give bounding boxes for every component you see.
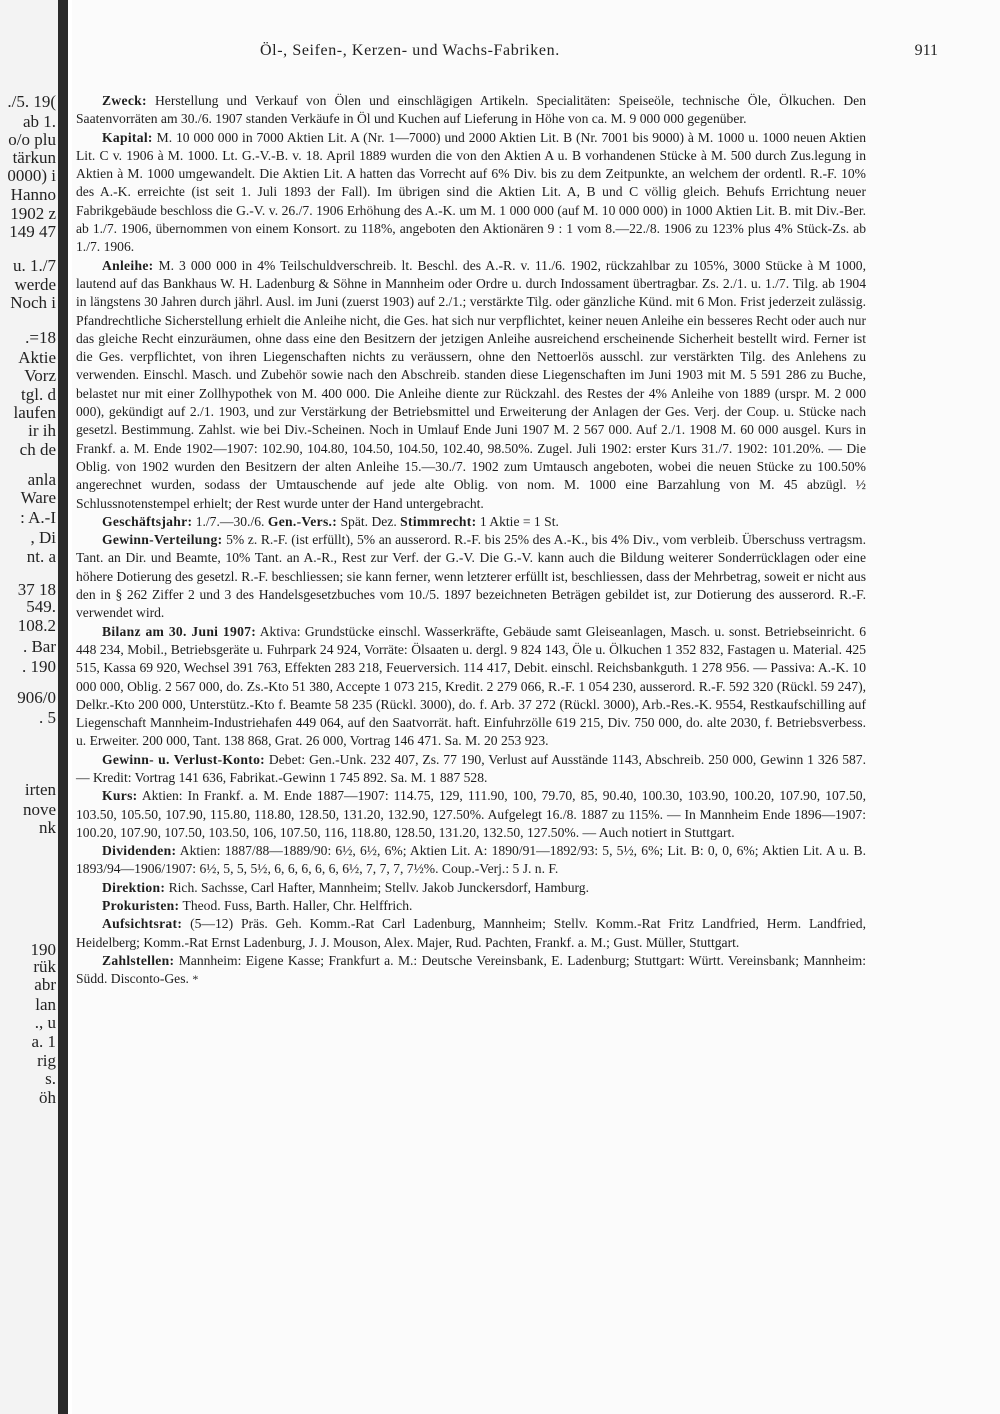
margin-fragment: . 5 bbox=[39, 708, 56, 727]
margin-fragment: 37 18 bbox=[17, 580, 56, 599]
text-zahlstellen: Mannheim: Eigene Kasse; Frankfurt a. M.: Deutsche Vereinsbank, E. Ladenburg; Stuttgart: Württ. Vereinsbank; Mannheim: Südd. Disconto-Ges. bbox=[76, 952, 866, 987]
margin-fragment: Hanno bbox=[10, 185, 56, 204]
margin-fragment: lan bbox=[35, 995, 56, 1014]
text-anleihe: M. 3 000 000 in 4% Teilschuldverschreib. lt. Beschl. des A.-R. v. 11./6. 1902, rückzahlbar zu 105%, 3000 Stücke à M 1000, lautend auf das Bankhaus W. H. Ladenburg & Söhne in Mannheim oder Ordre u. durch Indossament übertragbar. Zs. 2./1. u. 1./7. Tilg. ab 1904 in längstens 30 Jahren durch jährl. Ausl. im Juni (zuerst 1903) auf 2./1.; verstärkte Tilg. oder gänzliche Künd. mit 6 Mon. Frist jederzeit zulässig. Pfandrechtliche Sicherstellung erhielt die Anleihe nicht, die Ges. hat sich nur verpflichtet, keiner neuen Anleihe ein besseres Recht oder auch nur das gleiche Recht einzuräumen, ohne dass eine den Besitzern der jetzigen Anleihe ausreichend erscheinende Sicherheit bestellt wird. Ferner ist die Ges. verpflichtet, von ihren Liegenschaften nichts zu veräussern, ohne den Nettoerlös ausschl. zur verstärkten Tilg. des Anlehens zu verwenden. Einschl. Masch. und Zubehör sowie nach den Abschreib. standen diese Liegenschaften im Juni 1903 mit M. 5 591 286 zu Buche, belastet nur mit einer Zollhypothek von M. 400 000. Die Anleihe diente zur Rückzahl. des Restes der 4% Anleihe von 1889 (urspr. M. 2 000 000), gekündigt auf 2./1. 1903, und zur Verstärkung der Betriebsmittel und Erweiterung der Anlagen der Ges. Verj. der Coup. u. Stücke nach gesetzl. Bestimmung. Zahlst. wie bei Div.-Scheinen. Noch in Umlauf Ende Juni 1907 M. 2 567 000. Auf 2./1. 1908 M. 60 000 ausgel. Kurs in Frankf. a. M. Ende 1902—1907: 102.90, 104.80, 104.50, 104.50, 102.40, 98.50%. Zugel. Juli 1902: erster Kurs 31./7. 1902: 101.20%. — Die Oblig. von 1902 wurden den Besitzern der alten Anleihe 15.—30./7. 1902 zum Umtausch angeboten, wobei die neuen Stücke zu 100.50% angerechnet wurden, sodass der Umtauschende auf jede alte Oblig. von nom. M. 1000 eine Barzahlung von M. 45 abzügl. ½ Schlussnotenstempel erhielt; der Rest wurde unter der Hand untergebracht. bbox=[76, 257, 866, 511]
entry-anleihe bbox=[76, 257, 866, 513]
text-stimmrecht: 1 Aktie = 1 St. bbox=[479, 513, 559, 529]
entry-gewinn-verteilung bbox=[76, 531, 866, 622]
label-dividenden: Dividenden: bbox=[102, 843, 177, 859]
text-geschaeftsjahr: 1./7.—30./6. bbox=[195, 513, 265, 529]
label-gewinn-verlust: Gewinn- u. Verlust-Konto: bbox=[102, 751, 265, 767]
margin-fragment: Noch i bbox=[10, 293, 56, 312]
margin-fragment: 906/0 bbox=[17, 688, 56, 707]
text-gewinn-verteilung: 5% z. R.-F. (ist erfüllt), 5% an ausserord. R.-F. bis 25% des A.-K., bis 4% Div., vom verbleib. Überschuss vertragsm. Tant. an Dir. und Beamte, 10% Tant. an A.-R., Rest zur Verf. der G.-V. Die G.-V. kann auch die Bildung weiterer Sonderrücklagen oder eine höhere Dotierung des gesetzl. R.-F. beschliessen; sie kann ferner, wenn letzterer erfüllt ist, beschliessen, dass der Mehrbetrag, soweit er nicht aus den in § 262 Ziffer 2 und 3 des Handelsgesetzbuches vom 10./5. 1897 bezeichneten Beträgen gebildet ist, zur Dotierung des ausserord. R.-F. verwendet wird. bbox=[76, 532, 867, 621]
text-direktion: Rich. Sachsse, Carl Hafter, Mannheim; Stellv. Jakob Junckersdorf, Hamburg. bbox=[168, 879, 589, 895]
margin-fragment: 549. bbox=[26, 597, 56, 616]
text-gen-vers: Spät. Dez. bbox=[340, 513, 397, 529]
margin-fragment: : A.-I bbox=[20, 508, 56, 527]
previous-page-fragment bbox=[0, 0, 58, 1414]
margin-fragment: tärkun bbox=[12, 148, 56, 167]
margin-fragment: s. bbox=[45, 1069, 56, 1088]
margin-fragment: abr bbox=[34, 975, 56, 994]
margin-fragment: ir ih bbox=[28, 421, 56, 440]
margin-fragment: Vorz bbox=[24, 366, 56, 385]
label-prokuristen: Prokuristen: bbox=[102, 898, 180, 914]
label-gewinn-verteilung: Gewinn-Verteilung: bbox=[102, 532, 223, 548]
margin-fragment: 149 47 bbox=[9, 222, 56, 241]
entry-geschaeftsjahr bbox=[76, 513, 866, 531]
margin-fragment: nove bbox=[22, 800, 56, 819]
margin-fragment: . Bar bbox=[22, 637, 56, 656]
label-geschaeftsjahr: Geschäftsjahr: bbox=[102, 513, 193, 529]
label-bilanz: Bilanz am 30. Juni 1907: bbox=[102, 623, 257, 639]
text-kapital: M. 10 000 000 in 7000 Aktien Lit. A (Nr. 1—7000) und 2000 Aktien Lit. B (Nr. 7001 bis 9000) à M. 1000 u. 1000 neuen Aktien Lit. C v. 1906 à M. 1000. Lt. G.-V.-B. v. 18. April 1889 wurden die von den Aktien A u. B vorhandenen Stücke à M. 500 durch Zus.legung in Aktien à M. 1000 umgewandelt. Die Aktien Lit. A hatten das Vorrecht auf 6% Div. bis zu dem Zeitpunkte, an welchem der ordentl. R.-F. 10% des A.-K. erreichte (ist seit 1. Juli 1893 der Fall). Im übrigen sind die Aktien Lit. A, B und C völlig gleich. Behufs Errichtung neuer Fabrikgebäude beschloss die G.-V. v. 26./7. 1906 Erhöhung des A.-K. um M. 1 000 000 (auf M. 10 000 000) in 1000 Aktien Lit. B. mit Div.-Ber. ab 1./7. 1906, übernommen von einem Konsort. zu 118%, angeboten den Aktionären 9 : 1 vom 8.—22./8. 1906 zu 123% plus 4% Stück-Zs. ab 1./7. 1906. bbox=[76, 129, 866, 255]
entry-kapital bbox=[76, 129, 866, 257]
margin-fragment: 1902 z bbox=[10, 204, 56, 223]
margin-fragment: 108.2 bbox=[17, 616, 56, 635]
margin-fragment: nt. a bbox=[26, 547, 56, 566]
entry-direktion bbox=[76, 879, 866, 897]
running-head: Öl-, Seifen-, Kerzen- und Wachs-Fabriken. bbox=[260, 42, 560, 59]
entry-aufsichtsrat bbox=[76, 915, 866, 952]
page-header bbox=[72, 42, 1000, 66]
margin-fragment: öh bbox=[39, 1088, 56, 1107]
label-aufsichtsrat: Aufsichtsrat: bbox=[102, 916, 183, 932]
entry-prokuristen bbox=[76, 897, 866, 915]
margin-fragment: ./5. 19( bbox=[7, 92, 56, 111]
margin-fragment: .=18 bbox=[25, 328, 56, 347]
margin-fragment: Aktie bbox=[18, 348, 56, 367]
label-kurs: Kurs: bbox=[102, 788, 138, 804]
label-kapital: Kapital: bbox=[102, 129, 153, 145]
margin-fragment: nk bbox=[39, 818, 56, 837]
margin-fragment: ab 1. bbox=[22, 112, 56, 131]
margin-fragment: Ware bbox=[20, 488, 56, 507]
label-zahlstellen: Zahlstellen: bbox=[102, 952, 175, 968]
margin-fragment: . 190 bbox=[22, 657, 56, 676]
entry-dividenden bbox=[76, 842, 866, 879]
label-zweck: Zweck: bbox=[102, 93, 147, 108]
company-entry bbox=[76, 92, 866, 989]
label-direktion: Direktion: bbox=[102, 879, 166, 895]
entry-zweck bbox=[76, 92, 866, 129]
entry-kurs bbox=[76, 787, 866, 842]
text-gewinn-verlust: Debet: Gen.-Unk. 232 407, Zs. 77 190, Verlust auf Ausstände 1143, Abschreib. 250 000, Gewinn 1 326 587. — Kredit: Vortrag 141 636, Fabrikat.-Gewinn 1 745 892. Sa. M. 1 887 528. bbox=[76, 751, 866, 785]
margin-fragment: ., u bbox=[34, 1013, 56, 1032]
footnote-mark: * bbox=[192, 972, 199, 987]
document-page bbox=[72, 0, 1000, 1414]
text-bilanz: Aktiva: Grundstücke einschl. Wasserkräfte, Gebäude samt Gleiseanlagen, Masch. u. sonst. Betriebseinricht. 6 448 234, Mobil., Betriebsgeräte u. Fuhrpark 24 924, Vorräte: Ölsaaten u. dergl. 9 824 143, Öle u. Ölkuchen 1 352 832, Fastagen u. Material. 425 515, Kassa 69 920, Wechsel 391 763, Effekten 283 218, Feuerversich. 114 417, Debit. einschl. Reichsbankguth. 1 278 956. — Passiva: A.-K. 10 000 000, Oblig. 2 567 000, do. Zs.-Kto 51 380, Accepte 1 073 215, Kredit. 2 279 066, R.-F. 1 054 230, ausserord. R.-F. 592 320 (Rückl. 59 247), Delkr.-Kto 200 000, Unterstütz.-Kto f. Beamte 58 235 (Rückl. 3000), do. f. Arb. 37 272 (Rückl. 3000), Arb.-Res.-K. 9554, Restkaufschilling auf Liegenschaft Mannheim-Industriehafen 449 064, auf den Saatvorrät. haft. Einfuhrzölle 619 215, Div. 750 000, do. alte 2030, f. Betriebsverbess. u. Erweiter. 200 000, Tant. 138 868, Grat. 26 000, Vortrag 146 471. Sa. M. 20 253 923. bbox=[76, 623, 867, 749]
margin-fragment: tgl. d bbox=[21, 385, 56, 404]
margin-fragment: , Di bbox=[30, 528, 56, 547]
margin-fragment: 190 bbox=[30, 940, 56, 959]
margin-fragment: o/o plu bbox=[8, 130, 56, 149]
margin-fragment: rig bbox=[37, 1051, 56, 1070]
entry-bilanz bbox=[76, 623, 866, 751]
margin-fragment: irten bbox=[24, 780, 56, 799]
margin-fragment: u. 1./7 bbox=[13, 256, 56, 275]
margin-fragment: a. 1 bbox=[31, 1032, 56, 1051]
margin-fragment: rük bbox=[33, 957, 56, 976]
label-stimmrecht: Stimmrecht: bbox=[400, 513, 477, 529]
entry-gewinn-verlust bbox=[76, 751, 866, 788]
text-zweck: Herstellung und Verkauf von Ölen und einschlägigen Artikeln. Specialitäten: Speiseöle, technische Öle, Ölkuchen. Den Saatenvorräten am 30./6. 1907 standen Verkäufe in Öl und Kuchen auf Lieferung in Höhe von ca. M. 9 000 000 gegenüber. bbox=[76, 93, 866, 127]
text-dividenden: Aktien: 1887/88—1889/90: 6½, 6½, 6%; Aktien Lit. A: 1890/91—1892/93: 5, 5½, 6%; Lit. B: 0, 0, 6%; Aktien Lit. A u. B. 1893/94—1906/1907: 6½, 5, 5, 5½, 6, 6, 6, 6, 6, 6½, 7, 7, 7, 7½%. Coup.-Verj.: 5 J. n. F. bbox=[76, 843, 866, 877]
text-aufsichtsrat: (5—12) Präs. Geh. Komm.-Rat Carl Ladenburg, Mannheim; Stellv. Komm.-Rat Fritz Landfried, Herm. Landfried, Heidelberg; Komm.-Rat Ernst Ladenburg, J. J. Mouson, Alex. Majer, Rud. Pachten, Frankf. a. M.; Gust. Müller, Stuttgart. bbox=[76, 916, 866, 950]
margin-fragment: laufen bbox=[13, 403, 56, 422]
text-prokuristen: Theod. Fuss, Barth. Haller, Chr. Helffrich. bbox=[182, 898, 413, 914]
margin-fragment: ch de bbox=[19, 440, 56, 459]
text-kurs: Aktien: In Frankf. a. M. Ende 1887—1907: 114.75, 129, 111.90, 100, 79.70, 85, 90.40, 100.30, 103.90, 100.20, 107.90, 107.50, 103.50, 105.50, 107.90, 115.80, 118.80, 128.50, 131.20, 132.90, 127.50%. Aufgelegt 16./8. 1887 zu 115%. — In Mannheim Ende 1896—1907: 100.20, 107.90, 107.50, 103.50, 106, 107.50, 116, 118.80, 128.50, 131.20, 132.50, 127.50%. — Auch notiert in Stuttgart. bbox=[76, 788, 866, 840]
label-gen-vers: Gen.-Vers.: bbox=[267, 513, 338, 529]
margin-fragment: 0000) i bbox=[7, 166, 56, 185]
label-anleihe: Anleihe: bbox=[102, 257, 154, 273]
margin-fragment: werde bbox=[14, 275, 56, 294]
margin-fragment: anla bbox=[27, 470, 56, 489]
entry-zahlstellen bbox=[76, 952, 866, 989]
page-number: 911 bbox=[914, 42, 938, 59]
